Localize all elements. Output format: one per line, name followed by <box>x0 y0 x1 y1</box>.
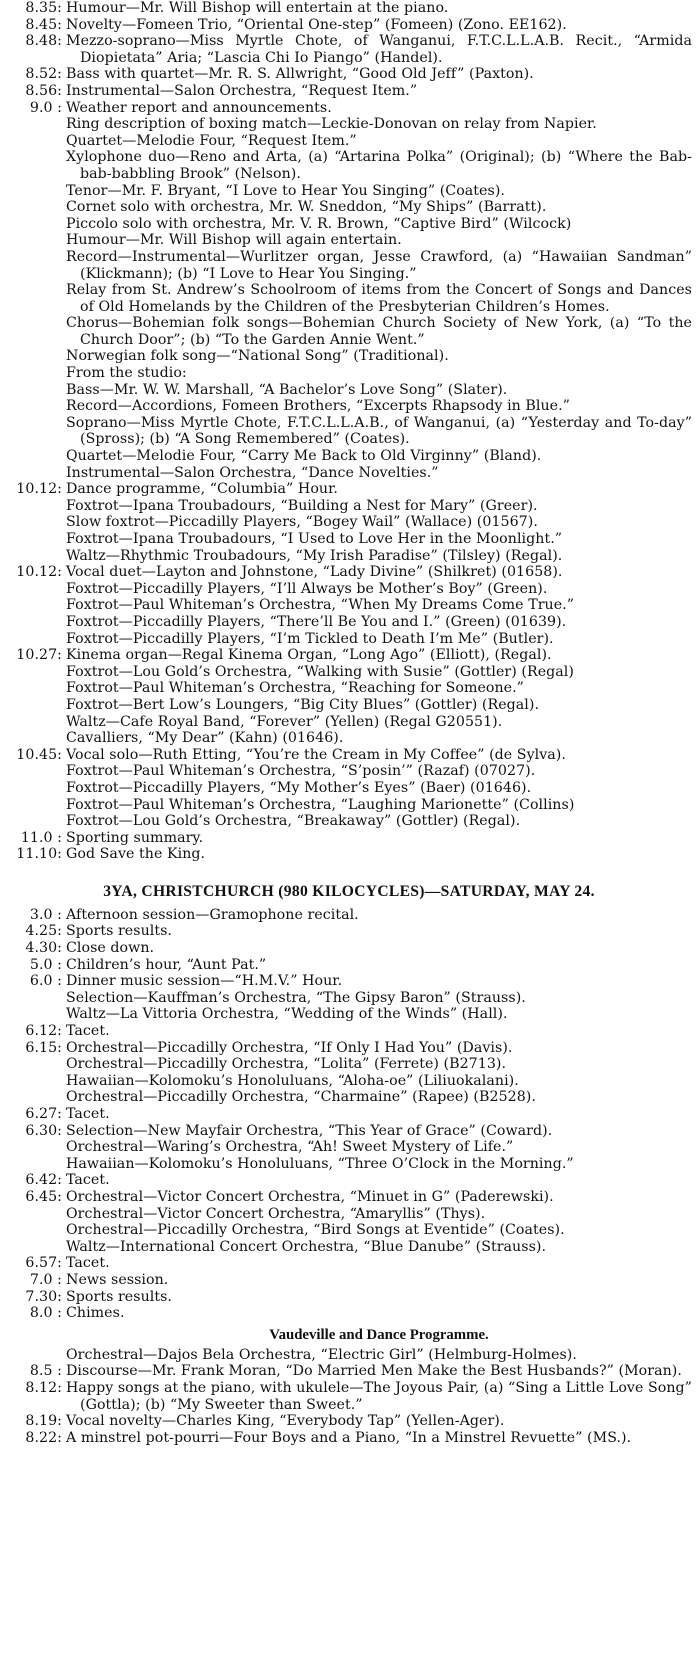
programme-line <box>6 83 692 100</box>
programme-line <box>6 957 692 974</box>
time-label: 6.27: <box>25 1106 62 1122</box>
programme-item: Weather report and announcements. <box>66 99 332 116</box>
programme-item: Instrumental—Salon Orchestra, “Request Item.” <box>66 82 418 99</box>
programme-line <box>6 664 692 681</box>
programme-line <box>6 100 692 117</box>
programme-item: Foxtrot—Bert Low’s Loungers, “Big City Blues” (Gottler) (Regal). <box>66 696 540 713</box>
programme-item: Hawaiian—Kolomoku’s Honoluluans, “Three O’Clock in the Morning.” <box>66 1155 574 1172</box>
programme-item: Slow foxtrot—Piccadilly Players, “Bogey Wail” (Wallace) (01567). <box>66 514 538 531</box>
programme-line <box>6 183 692 200</box>
time-label <box>6 348 66 365</box>
time-label: 8.35: <box>25 0 62 16</box>
time-label <box>6 382 66 399</box>
programme-item: Tacet. <box>66 1172 110 1189</box>
time-label: 8.0 : <box>29 1305 62 1322</box>
programme-item: Selection—New Mayfair Orchestra, “This Year of Grace” (Coward). <box>66 1122 553 1139</box>
time-label: 6.45: <box>25 1188 62 1205</box>
programme-item: Quartet—Melodie Four, “Request Item.” <box>66 132 357 149</box>
programme-line <box>6 1430 692 1447</box>
time-label: 8.22: <box>25 1429 62 1446</box>
programme-line <box>6 631 692 648</box>
programme-item: Foxtrot—Piccadilly Players, “My Mother’s Eyes” (Baer) (01646). <box>66 779 532 796</box>
programme-item: Foxtrot—Piccadilly Players, “I’m Tickled to Death I’m Me” (Butler). <box>66 630 554 647</box>
time-label <box>6 315 66 348</box>
time-label <box>6 365 66 382</box>
programme-item: Orchestral—Waring’s Orchestra, “Ah! Sweet Mystery of Life.” <box>66 1139 514 1156</box>
programme-item: Foxtrot—Paul Whiteman’s Orchestra, “When My Dreams Come True.” <box>66 597 575 614</box>
time-label: 6.57: <box>25 1255 62 1272</box>
time-label <box>6 680 66 697</box>
programme-item: Record—Accordions, Fomeen Brothers, “Excerpts Rhapsody in Blue.” <box>66 398 570 415</box>
programme-item: Foxtrot—Paul Whiteman’s Orchestra, “Reaching for Someone.” <box>66 680 524 697</box>
programme-line <box>6 581 692 598</box>
time-label <box>6 1006 66 1023</box>
time-label <box>6 1056 66 1073</box>
programme-line <box>6 813 692 830</box>
programme-item: Vocal duet—Layton and Johnstone, “Lady Divine” (Shilkret) (01658). <box>66 564 563 581</box>
programme-item: Discourse—Mr. Frank Moran, “Do Married Men Make the Best Husbands?” (Moran). <box>66 1363 682 1380</box>
programme-item: Hawaiian—Kolomoku’s Honoluluans, “Aloha-oe” (Liliuokalani). <box>66 1072 519 1089</box>
programme-line <box>6 940 692 957</box>
programme-line <box>6 315 692 348</box>
programme-line <box>6 66 692 83</box>
programme-item: Piccolo solo with orchestra, Mr. V. R. Brown, “Captive Bird” (Wilcock) <box>66 215 572 232</box>
time-label <box>6 597 66 614</box>
programme-line <box>6 923 692 940</box>
time-label: 8.12: <box>25 1379 62 1396</box>
programme-line <box>6 747 692 764</box>
time-label <box>6 614 66 631</box>
programme-line <box>6 1305 692 1322</box>
programme-line <box>6 514 692 531</box>
programme-line <box>6 1206 692 1223</box>
programme-line <box>6 116 692 133</box>
programme-line <box>6 1056 692 1073</box>
time-label <box>6 415 66 448</box>
time-label <box>6 797 66 814</box>
programme-item: Bass—Mr. W. W. Marshall, “A Bachelor’s Love Song” (Slater). <box>66 381 508 398</box>
programme-item: Orchestral—Piccadilly Orchestra, “Lolita” (Ferrete) (B2713). <box>66 1056 507 1073</box>
programme-line <box>6 149 692 182</box>
programme-item: Humour—Mr. Will Bishop will entertain at the piano. <box>66 0 449 16</box>
programme-line <box>6 614 692 631</box>
programme-line <box>6 907 692 924</box>
programme-line <box>6 1222 692 1239</box>
programme-item: Orchestral—Piccadilly Orchestra, “Charmaine” (Rapee) (B2528). <box>66 1089 536 1106</box>
time-label <box>6 1139 66 1156</box>
programme-item: Waltz—Rhythmic Troubadours, “My Irish Paradise” (Tilsley) (Regal). <box>66 547 563 564</box>
time-label <box>6 581 66 598</box>
time-label <box>6 116 66 133</box>
time-label: 7.30: <box>25 1288 62 1305</box>
time-label: 10.45: <box>16 746 62 763</box>
programme-item: Foxtrot—Lou Gold’s Orchestra, “Walking with Susie” (Gottler) (Regal) <box>66 663 574 680</box>
programme-item: Bass with quartet—Mr. R. S. Allwright, “Good Old Jeff” (Paxton). <box>66 66 534 83</box>
time-label: 8.52: <box>25 66 62 83</box>
time-label <box>6 282 66 315</box>
programme-line <box>6 973 692 990</box>
programme-line <box>6 846 692 863</box>
time-label <box>6 631 66 648</box>
station-heading: 3YA, CHRISTCHURCH (980 KILOCYCLES)—SATURDAY, MAY 24. <box>103 882 595 900</box>
programme-item: Orchestral—Dajos Bela Orchestra, “Electric Girl” (Helmburg-Holmes). <box>66 1346 577 1363</box>
programme-line <box>6 1413 692 1430</box>
programme-item: Mezzo-soprano—Miss Myrtle Chote, of Wanganui, F.T.C.L.L.A.B. Recit., “Armida Diopietata” Aria; “Lascia Chi Io Piango” (Handel). <box>66 33 692 66</box>
time-label: 8.56: <box>25 82 62 99</box>
programme-line <box>6 232 692 249</box>
programme-line <box>6 1073 692 1090</box>
time-label <box>6 1073 66 1090</box>
programme-item: Kinema organ—Regal Kinema Organ, “Long Ago” (Elliott), (Regal). <box>66 647 552 664</box>
time-label <box>6 1239 66 1256</box>
programme-line <box>6 282 692 315</box>
time-label: 4.30: <box>25 940 62 957</box>
time-label: 7.0 : <box>29 1271 62 1288</box>
programme-item: Foxtrot—Piccadilly Players, “There’ll Be You and I.” (Green) (01639). <box>66 613 567 630</box>
time-label: 6.42: <box>25 1172 62 1189</box>
programme-item: Instrumental—Salon Orchestra, “Dance Novelties.” <box>66 464 439 481</box>
time-label <box>6 448 66 465</box>
programme-item: From the studio: <box>66 365 187 382</box>
programme-item: Orchestral—Piccadilly Orchestra, “If Only I Had You” (Davis). <box>66 1039 513 1056</box>
programme-line <box>6 1123 692 1140</box>
programme-line <box>6 697 692 714</box>
programme-line <box>6 382 692 399</box>
programme-line <box>6 1023 692 1040</box>
programme-line <box>6 498 692 515</box>
time-label <box>6 730 66 747</box>
programme-line <box>6 1089 692 1106</box>
time-label <box>6 664 66 681</box>
programme-line <box>6 730 692 747</box>
programme-item: Afternoon session—Gramophone recital. <box>66 906 359 923</box>
programme-item: Foxtrot—Lou Gold’s Orchestra, “Breakaway” (Gottler) (Regal). <box>66 813 521 830</box>
programme-item: Norwegian folk song—“National Song” (Traditional). <box>66 348 449 365</box>
programme-line <box>6 597 692 614</box>
time-label: 8.5 : <box>29 1363 62 1380</box>
programme-item: Orchestral—Piccadilly Orchestra, “Bird Songs at Eventide” (Coates). <box>66 1222 565 1239</box>
programme-line <box>6 249 692 282</box>
programme-line <box>6 481 692 498</box>
time-label <box>6 990 66 1007</box>
time-label <box>6 465 66 482</box>
time-label <box>6 1206 66 1223</box>
time-label <box>6 531 66 548</box>
time-label: 6.0 : <box>29 973 62 990</box>
time-label: 6.12: <box>25 1023 62 1040</box>
programme-item: Foxtrot—Paul Whiteman’s Orchestra, “S’posin’” (Razaf) (07027). <box>66 763 536 780</box>
programme-item: Sporting summary. <box>66 829 204 846</box>
programme-item: Close down. <box>66 940 155 957</box>
time-label <box>6 780 66 797</box>
programme-item: Vocal novelty—Charles King, “Everybody Tap” (Yellen-Ager). <box>66 1413 505 1430</box>
programme-line <box>6 763 692 780</box>
programme-item: Tacet. <box>66 1255 110 1272</box>
programme-line <box>6 133 692 150</box>
programme-item: Cornet solo with orchestra, Mr. W. Sneddon, “My Ships” (Barratt). <box>66 199 547 216</box>
programme-line <box>6 1156 692 1173</box>
time-label: 9.0 : <box>29 99 62 116</box>
time-label <box>6 697 66 714</box>
time-label: 3.0 : <box>29 906 62 923</box>
programme-item: Dinner music session—“H.M.V.” Hour. <box>66 973 343 990</box>
programme-line <box>6 1380 692 1413</box>
programme-item: Soprano—Miss Myrtle Chote, F.T.C.L.L.A.B., of Wanganui, (a) “Yesterday and To-day” (Spross); (b) “A Song Remembered” (Coates). <box>66 414 692 448</box>
programme-item: Record—Instrumental—Wurlitzer organ, Jesse Crawford, (a) “Hawaiian Sandman” (Klickmann); (b) “I Love to Hear You Singing.” <box>66 248 692 282</box>
programme-line <box>6 647 692 664</box>
programme-item: Foxtrot—Ipana Troubadours, “Building a Nest for Mary” (Greer). <box>66 497 538 514</box>
programme-line <box>6 797 692 814</box>
time-label: 11.0 : <box>20 829 62 846</box>
section-3ya-schedule <box>6 907 692 1322</box>
programme-line <box>6 1363 692 1380</box>
time-label: 8.19: <box>25 1413 62 1430</box>
programme-line <box>6 714 692 731</box>
programme-item: Sports results. <box>66 1288 172 1305</box>
programme-line <box>6 348 692 365</box>
time-label <box>6 398 66 415</box>
programme-item: Ring description of boxing match—Leckie-Donovan on relay from Napier. <box>66 116 597 133</box>
time-label: 6.15: <box>25 1039 62 1056</box>
programme-line <box>6 1139 692 1156</box>
time-label <box>6 249 66 282</box>
programme-item: Humour—Mr. Will Bishop will again entertain. <box>66 232 402 249</box>
programme-item: Waltz—Cafe Royal Band, “Forever” (Yellen) (Regal G20551). <box>66 713 503 730</box>
programme-line <box>6 1289 692 1306</box>
programme-line <box>6 1272 692 1289</box>
programme-item: Orchestral—Victor Concert Orchestra, “Minuet in G” (Paderewski). <box>66 1188 554 1205</box>
time-label <box>6 1089 66 1106</box>
programme-item: A minstrel pot-pourri—Four Boys and a Piano, “In a Minstrel Revuette” (MS.). <box>66 1429 632 1446</box>
time-label: 10.12: <box>16 564 62 581</box>
vaudeville-subheading: Vaudeville and Dance Programme. <box>269 1326 489 1343</box>
programme-line <box>6 780 692 797</box>
section-3ya-vaudeville <box>6 1347 692 1447</box>
time-label <box>6 216 66 233</box>
programme-item: Happy songs at the piano, with ukulele—The Joyous Pair, (a) “Sing a Little Love Song” (Gottla); (b) “My Sweeter than Sweet.” <box>66 1379 692 1413</box>
programme-item: Cavalliers, “My Dear” (Kahn) (01646). <box>66 730 344 747</box>
programme-item: Waltz—International Concert Orchestra, “Blue Danube” (Strauss). <box>66 1238 547 1255</box>
programme-line <box>6 1189 692 1206</box>
time-label: 8.48: <box>25 33 62 50</box>
programme-line <box>6 1347 692 1364</box>
time-label <box>6 1222 66 1239</box>
programme-item: Orchestral—Victor Concert Orchestra, “Amaryllis” (Thys). <box>66 1205 486 1222</box>
programme-item: Dance programme, “Columbia” Hour. <box>66 481 338 498</box>
programme-item: Vocal solo—Ruth Etting, “You’re the Cream in My Coffee” (de Sylva). <box>66 746 566 763</box>
programme-item: Tacet. <box>66 1106 110 1122</box>
time-label <box>6 149 66 182</box>
time-label: 4.25: <box>25 923 62 940</box>
programme-line <box>6 1106 692 1123</box>
programme-line <box>6 680 692 697</box>
programme-line <box>6 398 692 415</box>
programme-line <box>6 17 692 34</box>
programme-item: Chimes. <box>66 1305 125 1322</box>
time-label <box>6 1347 66 1364</box>
time-label <box>6 548 66 565</box>
time-label <box>6 514 66 531</box>
time-label: 11.10: <box>16 846 62 863</box>
programme-line <box>6 365 692 382</box>
programme-line <box>6 564 692 581</box>
time-label <box>6 1156 66 1173</box>
programme-line <box>6 531 692 548</box>
programme-line <box>6 216 692 233</box>
programme-item: Selection—Kauffman’s Orchestra, “The Gipsy Baron” (Strauss). <box>66 989 526 1006</box>
programme-item: Chorus—Bohemian folk songs—Bohemian Church Society of New York, (a) “To the Church Door”; (b) “To the Garden Annie Went.” <box>66 315 692 348</box>
time-label <box>6 714 66 731</box>
programme-line <box>6 0 692 17</box>
section-2ya-evening <box>6 0 692 863</box>
time-label <box>6 199 66 216</box>
programme-item: Xylophone duo—Reno and Arta, (a) “Artarina Polka” (Original); (b) “Where the Bab-bab-babbling Brook” (Nelson). <box>66 149 692 182</box>
programme-item: News session. <box>66 1271 169 1288</box>
programme-item: Novelty—Fomeen Trio, “Oriental One-step” (Fomeen) (Zono. EE162). <box>66 16 567 33</box>
time-label: 10.12: <box>16 481 62 498</box>
programme-line <box>6 1255 692 1272</box>
programme-line <box>6 199 692 216</box>
programme-line <box>6 1239 692 1256</box>
programme-line <box>6 465 692 482</box>
programme-item: Foxtrot—Ipana Troubadours, “I Used to Love Her in the Moonlight.” <box>66 531 563 547</box>
time-label: 5.0 : <box>29 956 62 973</box>
time-label <box>6 183 66 200</box>
programme-line <box>6 415 692 448</box>
programme-line <box>6 1006 692 1023</box>
time-label <box>6 813 66 830</box>
programme-line <box>6 548 692 565</box>
programme-line <box>6 448 692 465</box>
programme-item: God Save the King. <box>66 846 206 863</box>
time-label <box>6 232 66 249</box>
time-label <box>6 763 66 780</box>
programme-item: Quartet—Melodie Four, “Carry Me Back to Old Virginny” (Bland). <box>66 448 542 465</box>
programme-line <box>6 33 692 66</box>
programme-item: Tenor—Mr. F. Bryant, “I Love to Hear You Singing” (Coates). <box>66 182 505 199</box>
time-label: 8.45: <box>25 16 62 33</box>
programme-item: Sports results. <box>66 923 172 940</box>
time-label: 10.27: <box>16 647 62 664</box>
time-label <box>6 133 66 150</box>
time-label <box>6 498 66 515</box>
programme-item: Foxtrot—Piccadilly Players, “I’ll Always be Mother’s Boy” (Green). <box>66 580 548 597</box>
programme-line <box>6 1040 692 1057</box>
programme-item: Tacet. <box>66 1023 110 1040</box>
programme-item: Children’s hour, “Aunt Pat.” <box>66 956 267 973</box>
programme-line <box>6 1172 692 1189</box>
programme-line <box>6 990 692 1007</box>
programme-item: Relay from St. Andrew’s Schoolroom of items from the Concert of Songs and Dances of Old Homelands by the Children of the Presbyterian Children’s Homes. <box>66 282 692 315</box>
programme-item: Foxtrot—Paul Whiteman’s Orchestra, “Laughing Marionette” (Collins) <box>66 796 575 813</box>
programme-line <box>6 830 692 847</box>
time-label: 6.30: <box>25 1122 62 1139</box>
programme-item: Waltz—La Vittoria Orchestra, “Wedding of the Winds” (Hall). <box>66 1006 508 1023</box>
